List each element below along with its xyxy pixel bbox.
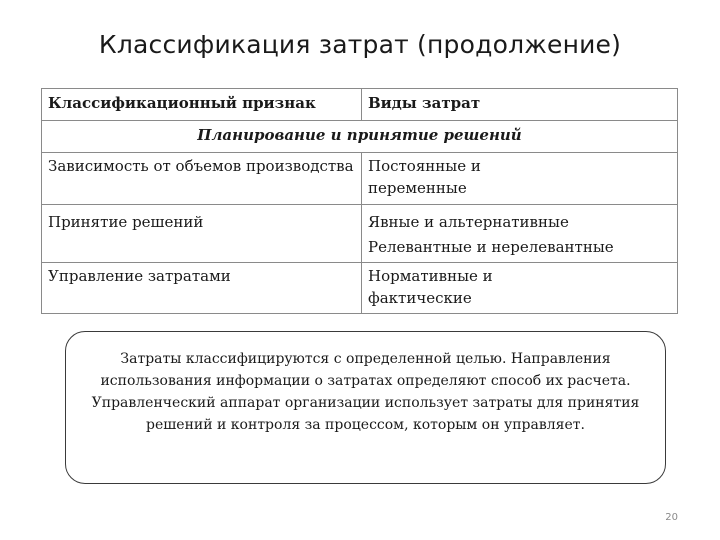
- table-section-row: [42, 121, 678, 153]
- table-row: [42, 263, 678, 314]
- note-box: [65, 331, 666, 484]
- cost-types-cell: [362, 263, 678, 314]
- table-row: [42, 153, 678, 205]
- criterion-cell: Зависимость от объемов производства: [42, 153, 362, 205]
- table-header-row: [42, 89, 678, 121]
- classification-table: [41, 88, 678, 314]
- cost-types-cell: [362, 153, 678, 205]
- header-criterion: Классификационный признак: [42, 89, 362, 121]
- note-text: Затраты классифицируются с определенной целью. Направления использования информации о затратах определяют способ их расчета. Управленческий аппарат организации использует затраты для принятия решений и контроля за процессом, которым он управляет.: [91, 351, 640, 433]
- header-cost-types: Виды затрат: [362, 89, 678, 121]
- table-row: [42, 205, 678, 263]
- cost-type-line: фактические: [368, 289, 472, 307]
- criterion-cell: Принятие решений: [42, 205, 362, 263]
- cost-types-cell: [362, 205, 678, 263]
- section-heading: Планирование и принятие решений: [42, 121, 678, 153]
- page-number: 20: [665, 512, 678, 523]
- cost-type-line: Релевантные и нерелевантные: [368, 238, 614, 256]
- criterion-cell: Управление затратами: [42, 263, 362, 314]
- cost-type-line: Нормативные и: [368, 267, 493, 285]
- slide-title: Классификация затрат (продолжение): [98, 30, 622, 59]
- cost-type-line: Явные и альтернативные: [368, 213, 569, 231]
- cost-type-line: Постоянные и: [368, 157, 481, 175]
- cost-type-line: переменные: [368, 179, 467, 197]
